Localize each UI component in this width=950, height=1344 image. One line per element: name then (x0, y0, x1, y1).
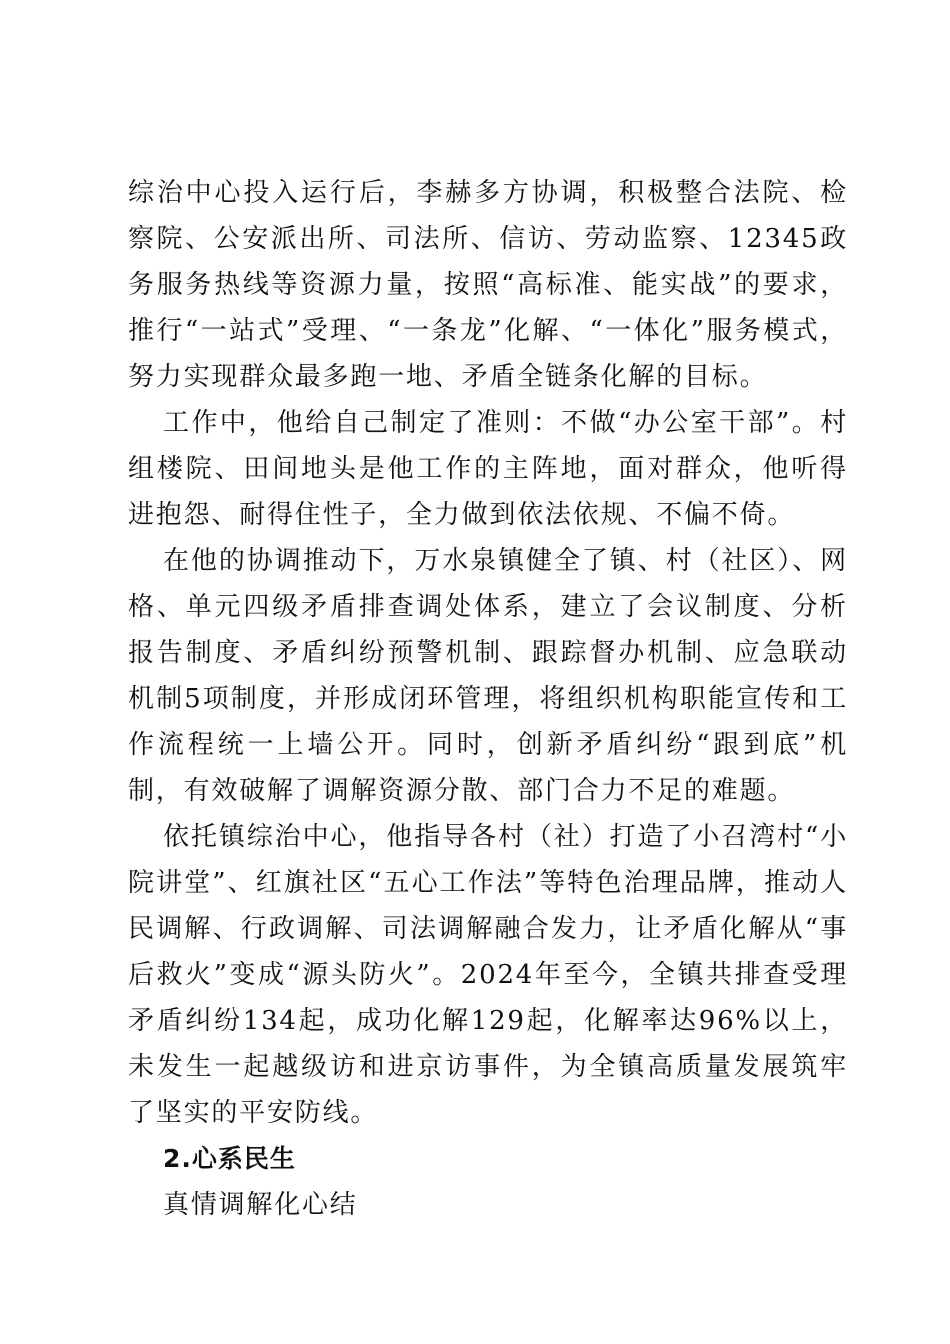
section-subheading: 真情调解化心结 (163, 1190, 358, 1220)
paragraph-integration: 综治中心投入运行后，李赫多方协调，积极整合法院、检察院、公安派出所、司法所、信访、劳动监察、12345政务服务热线等资源力量，按照“高标准、能实战”的要求，推行“一站式”受理、“一条龙”化解、“一体化”服务模式，努力实现群众最多跑一地、矛盾全链条化解的目标。 (128, 178, 848, 392)
paragraph-governance-results: 依托镇综治中心，他指导各村（社）打造了小召湾村“小院讲堂”、红旗社区“五心工作法”等特色治理品牌，推动人民调解、行政调解、司法调解融合发力，让矛盾化解从“事后救火”变成“源头防火”。2024年至今，全镇共排查受理矛盾纠纷134起，成功化解129起，化解率达96%以上，未发生一起越级访和进京访事件，为全镇高质量发展筑牢了坚实的平安防线。 (128, 822, 848, 1128)
document-body (128, 170, 848, 1228)
paragraph-work-principle: 工作中，他给自己制定了准则：不做“办公室干部”。村组楼院、田间地头是他工作的主阵地，面对群众，他听得进抱怨、耐得住性子，全力做到依法依规、不偏不倚。 (128, 408, 848, 530)
section-heading: 2.心系民生 (163, 1144, 296, 1173)
paragraph-system-building: 在他的协调推动下，万水泉镇健全了镇、村（社区）、网格、单元四级矛盾排查调处体系，建立了会议制度、分析报告制度、矛盾纠纷预警机制、跟踪督办机制、应急联动机制5项制度，并形成闭环管理，将组织机构职能宣传和工作流程统一上墙公开。同时，创新矛盾纠纷“跟到底”机制，有效破解了调解资源分散、部门合力不足的难题。 (128, 546, 848, 806)
